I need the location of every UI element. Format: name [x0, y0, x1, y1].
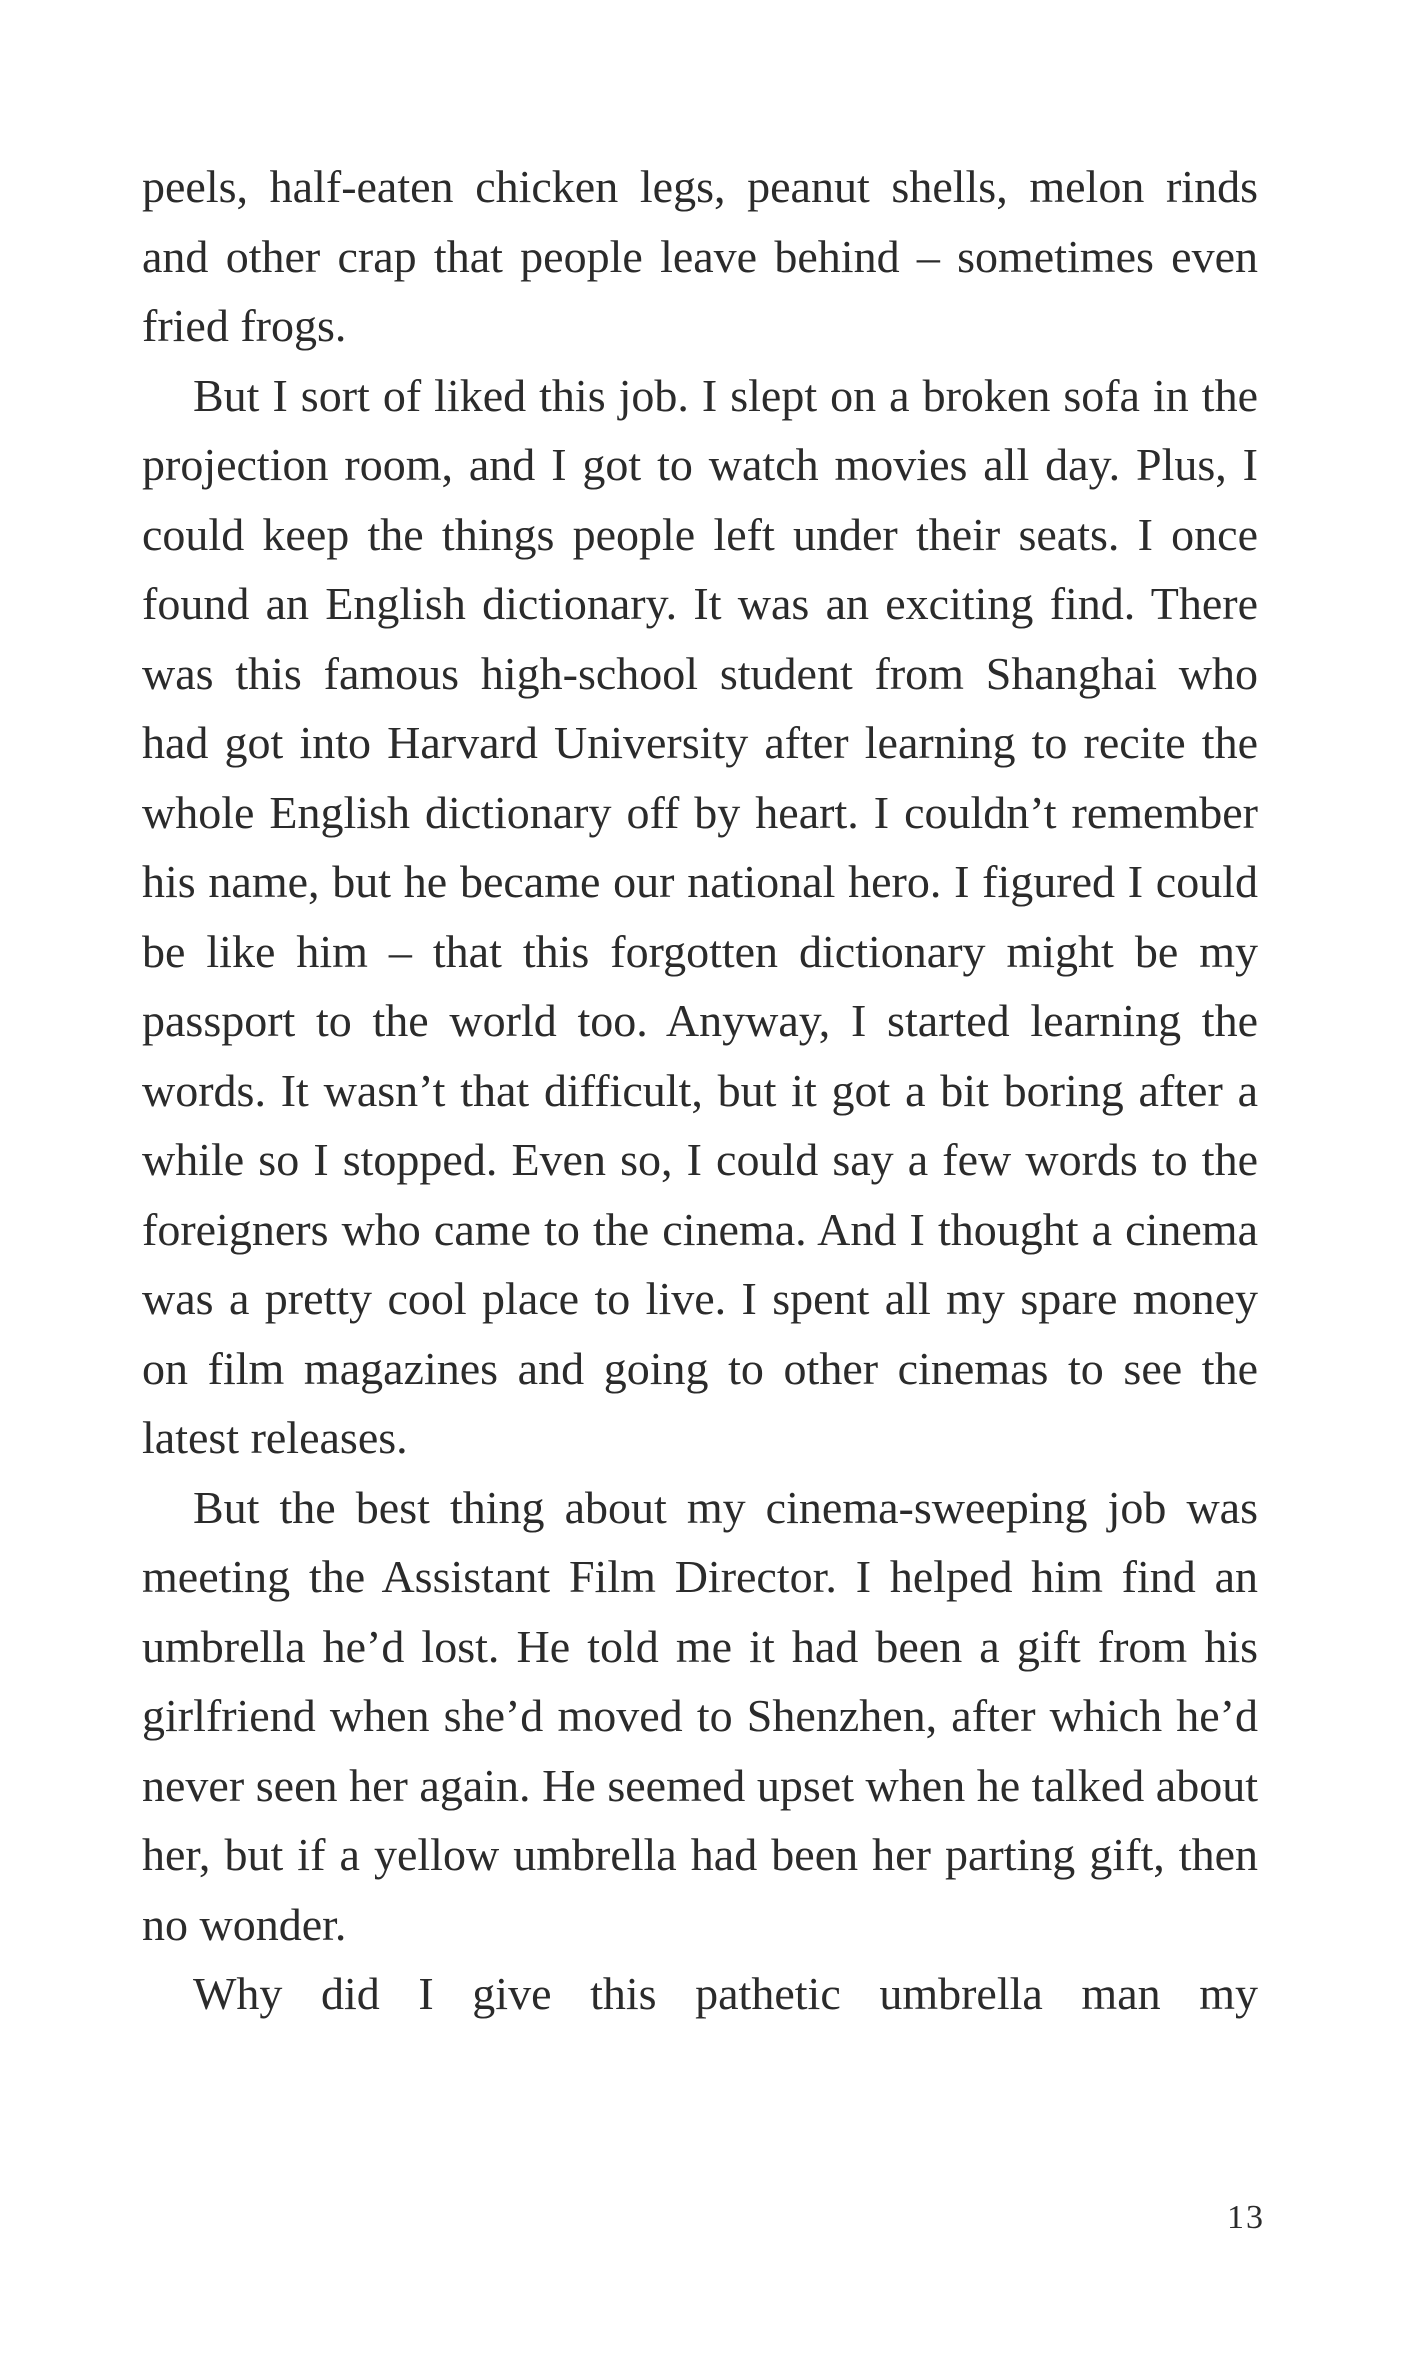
body-text — [142, 152, 1258, 2029]
paragraph-3: But the best thing about my cinema-sweeping job was meeting the Assistant Film Director. I helped him find an umbrella he’d lost. He told me it had been a gift from his girlfriend when she’d moved to Shenzhen, after which he’d never seen her again. He seemed upset when he talked about her, but if a yellow umbrella had been her parting gift, then no wonder. — [142, 1481, 1258, 1950]
paragraph-1: peels, half-eaten chicken legs, peanut shells, melon rinds and other crap that people leave behind – sometimes even fried frogs. — [142, 161, 1258, 351]
paragraph-2: But I sort of liked this job. I slept on a broken sofa in the projection room, and I got to watch movies all day. Plus, I could keep the things people left under their seats. I once found an English dictionary. It was an exciting find. There was this famous high-school student from Shanghai who had got into Harvard University after learning to recite the whole English dictionary off by heart. I couldn’t remember his name, but he became our national hero. I figured I could be like him – that this forgotten dictionary might be my passport to the world too. Anyway, I started learning the words. It wasn’t that difficult, but it got a bit boring after a while so I stopped. Even so, I could say a few words to the foreigners who came to the cinema. And I thought a cinema was a pretty cool place to live. I spent all my spare money on film magazines and going to other cinemas to see the latest releases. — [142, 369, 1258, 1463]
page-number: 13 — [1227, 2199, 1265, 2236]
paragraph-4: Why did I give this pathetic umbrella man my — [193, 1968, 1258, 2019]
